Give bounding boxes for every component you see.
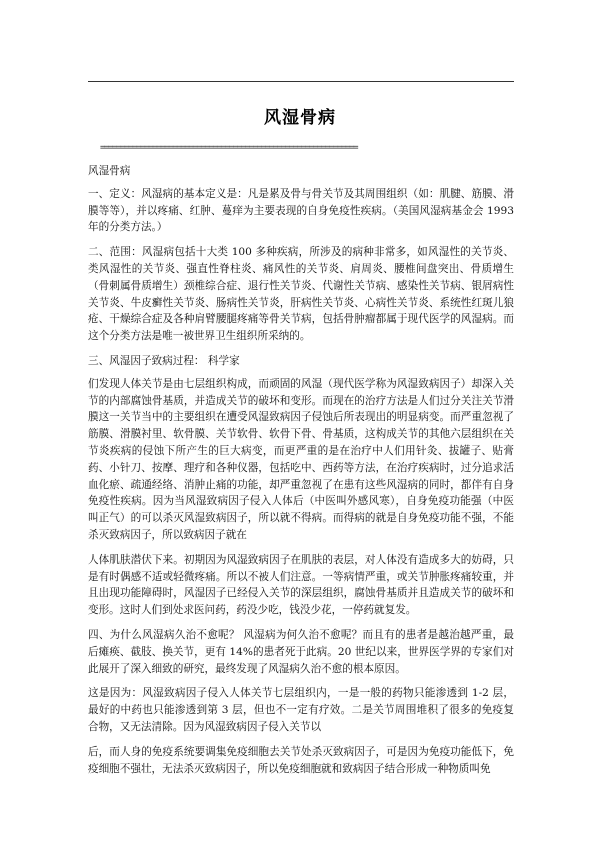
paragraph-process: 们发现人体关节是由七层组织构成，而顽固的风湿（现代医学称为风湿致病因子）却深入关节的内部腐蚀骨基质，并造成关节的破坏和变形。而现在的治疗方法是人们过分关注关节滑膜这一关节当中的主要组织在遭受风湿致病因子侵蚀后所表现出的明显病变。而严重忽视了筋膜、滑膜衬里、软骨膜、关节软骨、软骨下骨、骨基质，这构成关节的其他六层组织在关节炎疾病的侵蚀下所产生的巨大病变，而更严重的是在治疗中人们用针灸、拔罐子、贴膏药、小针刀、按摩、理疗和各种仪器，包括吃中、西药等方法，在治疗疾病时，过分追求活血化瘀、疏通经络、消肿止痛的功能，却严重忽视了在患有这些风湿病的同时，都伴有自身免疫性疾病。因为当风湿致病因子侵入人体后（中医叫外感风寒），自身免疫功能强（中医叫正气）的可以杀灭风湿致病因子，所以就不得病。而得病的就是自身免疫功能不强，不能杀灭致病因子，所以致病因子就在 xyxy=(88,377,514,541)
paragraph-definition: 一、定义：风湿病的基本定义是：凡是累及骨与骨关节及其周围组织（如：肌腱、筋膜、滑膜等等），并以疼痛、红肿、蔓痒为主要表现的自身免疫性疾病。（美国风湿病基金会 1993 年的分类方法。） xyxy=(88,187,514,234)
document-title: 风湿骨病 xyxy=(264,108,336,128)
document-body xyxy=(88,163,514,785)
paragraph-reason: 这是因为：风湿致病因子侵入人体关节七层组织内，一是一般的药物只能渗透到 1-2 层，最好的中药也只能渗透到第 3 层，但也不一定有疗效。二是关节周围堆积了很多的免疫复合物，又无法清除。因为风湿致病因子侵入关节以 xyxy=(88,687,514,733)
paragraph-latency: 人体肌肤潜伏下来。初期因为风湿致病因子在肌肤的表层，对人体没有造成多大的妨碍，只是有时偶感不适或轻微疼痛。所以不被人们注意。一等病情严重，或关节肿胀疼痛较重，并且出现功能障碍时，风湿因子已经侵入关节的深层组织，腐蚀骨基质并且造成关节的破坏和变形。这时人们到处求医问药，药没少吃，钱没少花，一停药就复发。 xyxy=(88,553,514,617)
paragraph-why-chronic: 四、为什么风湿病久治不愈呢？ 风湿病为何久治不愈呢？而且有的患者是越治越严重，最后瘫痪、截肢、换关节，更有 14%的患者死于此病。20 世纪以来，世界医学界的专家们对此展开了深入细致的研究，最终发现了风湿病久治不愈的根本原因。 xyxy=(88,628,514,675)
section-heading-process: 三、风湿因子致病过程： 科学家 xyxy=(88,354,240,367)
paragraph-scope: 二、范围：风湿病包括十大类 100 多种疾病，所涉及的病种非常多，如风湿性的关节炎、类风湿性的关节炎、强直性脊柱炎、痛风性的关节炎、肩周炎、腰椎间盘突出、骨质增生（骨刺属骨质增生）颈椎综合症、退行性关节炎、代谢性关节病、感染性关节病、银屑病性关节炎、牛皮癣性关节炎、肠病性关节炎，肝病性关节炎、心病性关节炎、系统性红斑儿狼疮、干燥综合症及各种肩臂腰腿疼痛等骨关节病，包括骨肿瘤都属于现代医学的风湿病。而这个分类方法是唯一被世界卫生组织所采纳的。 xyxy=(88,246,514,343)
title-separator: ================================================================ xyxy=(100,143,358,153)
header-rule xyxy=(88,81,514,82)
section-label: 风湿骨病 xyxy=(88,165,131,177)
paragraph-immune: 后，而人身的免疫系统要调集免疫细胞去关节处杀灭致病因子，可是因为免疫功能低下，免疫细胞不强壮，无法杀灭致病因子，所以免疫细胞就和致病因子结合形成一种物质叫免 xyxy=(88,745,514,775)
